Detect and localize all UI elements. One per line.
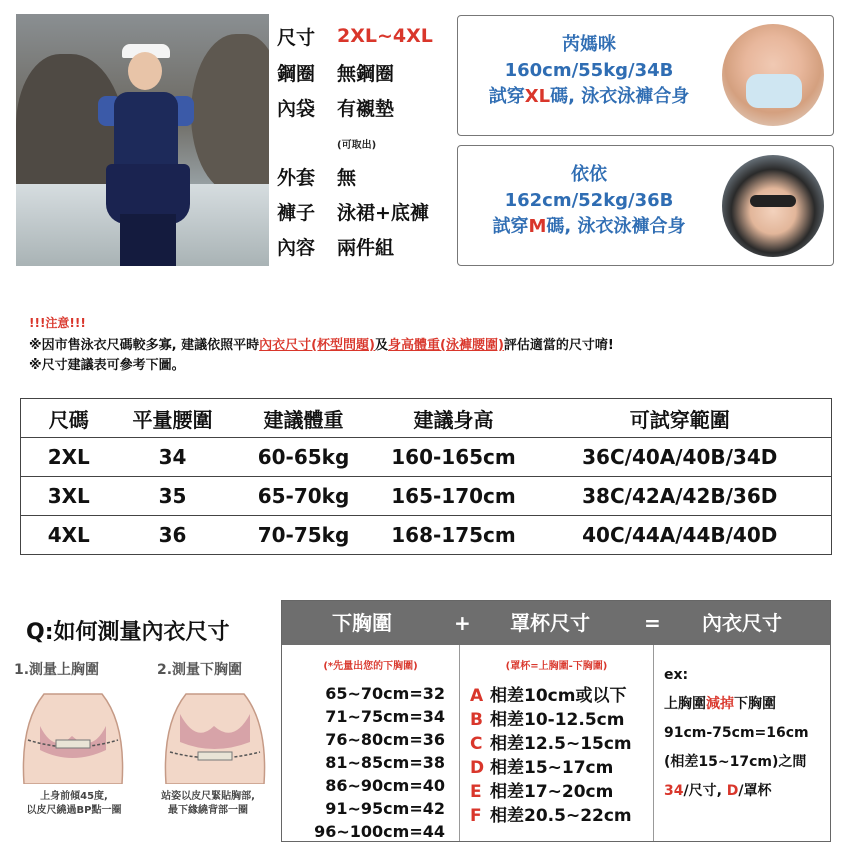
example-column	[654, 645, 830, 841]
notice-text: ※因市售泳衣尺碼較多寡, 建議依照平時	[29, 338, 260, 353]
table-cell: 60-65kg	[257, 445, 350, 469]
testimonial-card-1	[457, 15, 834, 136]
notice-text: 評估適當的尺寸唷!	[503, 338, 614, 353]
notice-link-height-weight[interactable]: 身高體重(泳褲腰圍)	[388, 338, 504, 353]
cup-column	[460, 645, 654, 841]
cup-text: 相差12.5~15cm	[490, 734, 632, 754]
table-header-row	[21, 399, 832, 438]
formula-header	[282, 601, 830, 645]
card-fit-prefix: 試穿	[492, 216, 529, 237]
spec-key: 鋼圈	[277, 62, 316, 85]
step-1-label: 1.測量上胸圍	[14, 662, 100, 678]
card-name: 依依	[571, 164, 607, 185]
card-text	[458, 162, 720, 240]
example-result	[654, 777, 830, 806]
swimsuit-top	[114, 92, 178, 172]
card-name: 芮媽咪	[562, 34, 616, 55]
list-item	[470, 804, 653, 828]
cup-text: 相差17~20cm	[490, 782, 614, 802]
header-cell: 平量腰圍	[117, 399, 229, 438]
caption-line: 上身前傾45度,	[40, 791, 108, 802]
face-mask-shape	[746, 74, 802, 108]
cup-letter: E	[470, 782, 482, 802]
example-range: (相差15~17cm)之間	[664, 754, 807, 770]
formula-result-header: 內衣尺寸	[702, 611, 782, 635]
notice-text: 及	[375, 338, 389, 353]
list-item	[470, 756, 653, 780]
cup-note: (罩杯=上胸圍-下胸圍)	[505, 661, 608, 672]
step-1-caption	[6, 790, 142, 818]
spec-row-size	[277, 18, 433, 54]
card-stats: 162cm/52kg/36B	[504, 190, 674, 211]
spec-value: 有襯墊	[337, 97, 395, 120]
example-rule	[654, 690, 830, 719]
formula-underbust-header: 下胸圍	[332, 611, 392, 635]
table-cell: 3XL	[47, 484, 90, 508]
notice-line-2: ※尺寸建議表可參考下圖。	[29, 358, 185, 373]
table-cell: 40C/44A/44B/40D	[582, 523, 778, 547]
formula-equals: =	[644, 611, 661, 635]
header-cell: 尺碼	[21, 399, 117, 438]
table-row	[21, 477, 832, 516]
notice-line-1	[29, 334, 614, 353]
list-item	[470, 780, 653, 804]
formula-cup-header: 罩杯尺寸	[510, 611, 590, 635]
spec-value: 2XL~4XL	[337, 25, 433, 47]
spec-row-contents	[277, 228, 394, 264]
card-fit	[458, 214, 720, 240]
example-text: /罩杯	[738, 783, 772, 799]
sunglasses-shape	[750, 195, 796, 207]
avatar	[722, 155, 824, 257]
table-cell: 2XL	[47, 445, 90, 469]
notice-title: !!!注意!!!	[29, 316, 86, 330]
list-item: 71~75cm=34	[325, 707, 445, 726]
spec-row-wire	[277, 54, 394, 90]
bra-size-formula-table	[281, 600, 831, 842]
cup-letter: D	[470, 758, 485, 778]
notice-link-bra-size[interactable]: 內衣尺寸(杯型問題)	[259, 338, 375, 353]
formula-plus: +	[454, 611, 471, 635]
list-item: 81~85cm=38	[325, 753, 445, 772]
spec-key: 褲子	[277, 201, 316, 224]
table-cell: 36C/40A/40B/34D	[582, 445, 778, 469]
card-fit-suffix: 碼, 泳衣泳褲合身	[550, 86, 690, 107]
header-cell: 建議身高	[379, 399, 529, 438]
swimsuit-shorts	[120, 214, 176, 266]
size-table	[20, 398, 832, 555]
example-size-number: 34	[664, 783, 684, 799]
cup-letter: B	[470, 710, 483, 730]
spec-key: 尺寸	[277, 26, 316, 49]
spec-value: 無	[337, 166, 357, 189]
spec-value: 泳裙+底褲	[337, 201, 429, 224]
table-cell: 34	[158, 445, 187, 469]
card-text	[458, 32, 720, 110]
list-item: 91~95cm=42	[325, 799, 445, 818]
cup-text: 相差20.5~22cm	[490, 806, 632, 826]
example-text-red: 減掉	[706, 696, 734, 712]
spec-row-pants	[277, 193, 429, 229]
product-photo	[16, 14, 269, 266]
header-cell: 可試穿範圍	[529, 399, 832, 438]
example-block	[654, 661, 830, 806]
table-cell: 70-75kg	[257, 523, 350, 547]
table-row	[21, 438, 832, 477]
table-cell: 65-70kg	[257, 484, 350, 508]
caption-line: 站姿以皮尺緊貼胸部,	[161, 791, 255, 802]
spec-value: 無鋼圈	[337, 62, 395, 85]
spec-key: 內容	[277, 236, 316, 259]
underbust-note: (*先量出您的下胸圍)	[323, 661, 418, 672]
card-stats: 160cm/55kg/34B	[504, 60, 674, 81]
step-2-caption	[140, 790, 276, 818]
spec-pad-note: (可取出)	[337, 140, 377, 151]
underbust-list	[282, 682, 459, 843]
example-cup-letter: D	[726, 783, 739, 799]
underbust-measure-illustration	[156, 684, 274, 784]
cup-letter: C	[470, 734, 483, 754]
card-fit-size: XL	[524, 86, 551, 107]
list-item	[470, 708, 653, 732]
caption-line: 最下緣繞背部一圈	[168, 805, 248, 816]
table-cell: 4XL	[47, 523, 90, 547]
card-fit	[458, 84, 720, 110]
testimonial-card-2	[457, 145, 834, 266]
spec-value: 兩件組	[337, 236, 395, 259]
cup-list	[460, 684, 653, 828]
spec-row-jacket	[277, 158, 356, 194]
measure-title: Q:如何測量內衣尺寸	[26, 620, 230, 645]
list-item: 65~70cm=32	[325, 684, 445, 703]
table-cell: 160-165cm	[391, 445, 516, 469]
table-row	[21, 516, 832, 555]
example-text: 下胸圍	[734, 696, 776, 712]
header-cell: 建議體重	[229, 399, 379, 438]
rock-shape	[191, 34, 269, 194]
table-cell: 168-175cm	[391, 523, 516, 547]
spec-key: 內袋	[277, 97, 316, 120]
table-cell: 38C/42A/42B/36D	[582, 484, 778, 508]
card-fit-suffix: 碼, 泳衣泳褲合身	[546, 216, 686, 237]
cup-letter: A	[470, 686, 484, 706]
cup-letter: F	[470, 806, 482, 826]
card-fit-size: M	[528, 216, 547, 237]
cup-text: 相差10cm或以下	[490, 686, 627, 706]
list-item: 76~80cm=36	[325, 730, 445, 749]
example-text: 上胸圍	[664, 696, 706, 712]
spec-row-pad	[277, 89, 394, 125]
example-label: ex:	[664, 667, 689, 683]
model-head	[128, 52, 162, 90]
bust-measure-illustration	[14, 684, 132, 784]
cup-text: 相差10-12.5cm	[490, 710, 625, 730]
underbust-column	[282, 645, 460, 841]
spec-key: 外套	[277, 166, 316, 189]
example-text: /尺寸,	[683, 783, 727, 799]
table-cell: 36	[158, 523, 187, 547]
table-cell: 35	[158, 484, 187, 508]
list-item: 86~90cm=40	[325, 776, 445, 795]
caption-line: 以皮尺繞過BP點一圈	[26, 805, 122, 816]
avatar	[722, 24, 824, 126]
table-cell: 165-170cm	[391, 484, 516, 508]
list-item	[470, 684, 653, 708]
card-fit-prefix: 試穿	[488, 86, 525, 107]
step-2-label: 2.測量下胸圍	[157, 662, 243, 678]
cup-text: 相差15~17cm	[490, 758, 614, 778]
list-item: 96~100cm=44	[314, 822, 445, 841]
list-item	[470, 732, 653, 756]
example-calc: 91cm-75cm=16cm	[664, 725, 809, 741]
